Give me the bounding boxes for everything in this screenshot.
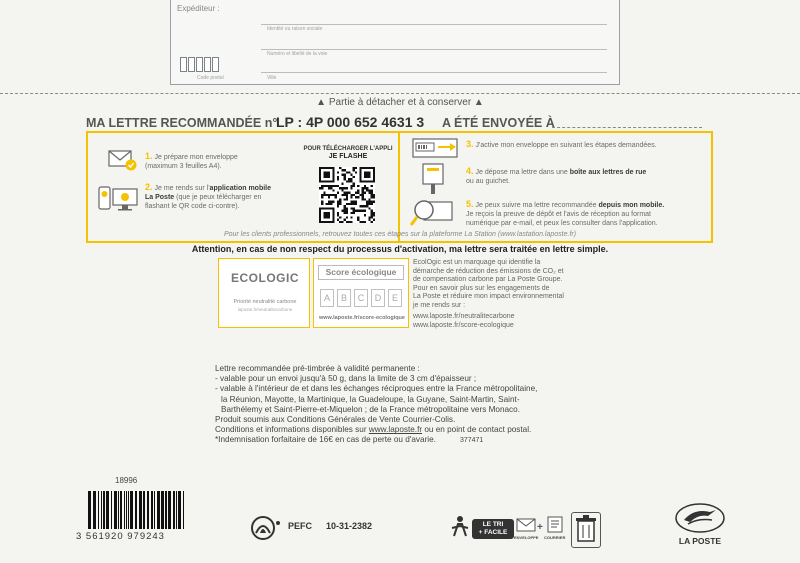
conditions-line: - valable pour un envoi jusqu'à 50 g, dans la limite de 3 cm d'épaisseur ; (215, 374, 477, 384)
sender-city-line (261, 72, 607, 73)
indemnity-code: 377471 (459, 437, 484, 445)
step-4-rest: ou au guichet. (466, 178, 510, 185)
eco-line: je me rends sur : (413, 301, 466, 309)
step-4-prefix: Je dépose ma lettre dans une (475, 169, 570, 176)
step-4 (466, 167, 706, 186)
tracking-title: MA LETTRE RECOMMANDÉE n° (86, 116, 278, 130)
step-4-bold: boîte aux lettres de rue (569, 169, 647, 176)
conditions-line: la Réunion, Mayotte, la Martinique, la Guadeloupe, la Guyane, Saint-Martin, Saint- (221, 394, 520, 404)
sender-box (170, 0, 620, 85)
ecologic-logo: ECOLOGIC (230, 271, 299, 285)
step-2 (145, 183, 295, 211)
step-3-number: 3. (466, 139, 474, 149)
step-3-text: J'active mon enveloppe en suivant les étapes demandées. (475, 142, 657, 149)
laposte-name: LA POSTE (678, 536, 722, 546)
score-box (313, 258, 409, 328)
score-letter-e: E (388, 289, 402, 307)
score-letter-d: D (371, 289, 385, 307)
conditions-text (215, 364, 595, 447)
city-hint: Ville (267, 75, 277, 81)
tri-mail-label: COURRIER (544, 535, 566, 540)
score-letter-a: A (320, 289, 334, 307)
conditions-text-post: ou en point de contact postal. (422, 425, 532, 435)
sender-identity-line (261, 24, 607, 25)
step-2-rest-1: (que je peux télécharger en (174, 194, 262, 201)
step-5-number: 5. (466, 199, 474, 209)
devices-icon (98, 185, 140, 220)
step-1-subtext: (maximum 3 feuilles A4). (145, 163, 222, 170)
step-2-number: 2. (145, 182, 153, 192)
tri-badge-line-2: + FACILE (478, 529, 508, 536)
eco-line: EcolOgic est un marquage qui identifie la (413, 259, 541, 266)
conditions-line (215, 435, 595, 446)
step-5-rest-1: Je reçois la preuve de dépôt et l'avis de réception au format (466, 211, 651, 218)
conditions-line (215, 425, 595, 435)
sent-to-line (552, 127, 702, 128)
tri-badge (472, 519, 514, 539)
eco-line: Pour en savoir plus sur les engagements de (413, 284, 550, 292)
sender-identity-hint: Identité ou raison sociale (267, 26, 323, 32)
laposte-bird-icon (670, 500, 730, 534)
tri-envelope-label: ENVELOPPE (514, 535, 539, 540)
postcode-cell (196, 57, 203, 72)
conditions-line: - valable à l'intérieur de et dans les échanges réciproques entre la France métropolitaine, (215, 384, 538, 394)
step-2-bold: application mobile (209, 185, 271, 192)
sender-street-line (261, 49, 607, 50)
step-5-prefix: Je peux suivre ma lettre recommandée (475, 202, 599, 209)
postcode-hint: Code postal (197, 75, 224, 81)
step-2-rest-2: flashant le QR code ci-contre). (145, 203, 240, 210)
postcode-cell (212, 57, 219, 72)
mailbox-icon (420, 162, 446, 201)
tri-envelope-icon (514, 516, 539, 542)
step-1-number: 1. (145, 151, 153, 161)
magnifier-icon (410, 198, 454, 233)
sender-street-hint: Numéro et libellé de la voie (267, 51, 328, 57)
eco-line: de compensation carbone par La Poste Groupe. (413, 276, 563, 284)
step-5-bold: depuis mon mobile. (598, 202, 665, 209)
recycling-bin-icon (571, 512, 601, 548)
eco-link-score[interactable]: www.laposte.fr/score-ecologique (413, 322, 514, 329)
step-2-prefix: Je me rends sur l' (154, 185, 210, 192)
score-letter-b: B (337, 289, 351, 307)
laposte-link[interactable]: www.laposte.fr (368, 425, 423, 435)
step-2-bold-2: La Poste (145, 194, 175, 201)
pefc-logo-icon (250, 515, 286, 546)
triman-icon (450, 514, 470, 543)
tri-plus: + (537, 522, 543, 533)
score-letter-c: C (354, 289, 368, 307)
qr-title: POUR TÉLÉCHARGER L'APPLI (303, 146, 393, 152)
step-1 (145, 152, 285, 171)
step-4-number: 4. (466, 166, 474, 176)
ecologic-box (218, 258, 310, 328)
activation-warning: Attention, en cas de non respect du processus d'activation, ma lettre sera traitée en lettre simple. (191, 244, 609, 254)
conditions-line: Produit soumis aux Conditions Générales de Vente Courrier-Colis. (215, 415, 456, 425)
barcode (86, 491, 186, 529)
detach-line (0, 93, 800, 94)
score-url: www.laposte.fr/score-ecologique (319, 315, 405, 321)
barcode-number: 3 561920 979243 (76, 531, 165, 542)
tri-mail-icon (545, 516, 565, 542)
eco-link-neutralite[interactable]: www.laposte.fr/neutralitecarbone (413, 313, 515, 320)
sent-to-label: A ÉTÉ ENVOYÉE À (442, 116, 555, 130)
eco-line: démarche de réduction des émissions de CO₂ et (413, 267, 564, 275)
conditions-line: Lettre recommandée pré-timbrée à validité permanente : (215, 364, 420, 373)
tri-badge-line-1: LE TRI (482, 521, 504, 528)
envelope-tracking-icon (412, 137, 458, 164)
conditions-text-pre: Conditions et informations disponibles sur (215, 425, 369, 435)
postcode-cell (204, 57, 211, 72)
step-5 (466, 200, 706, 228)
conditions-line: Barthélemy et Saint-Pierre-et-Miquelon ; de la France métropolitaine vers Monaco. (221, 404, 520, 414)
detach-text: ▲ Partie à détacher et à conserver ▲ (316, 97, 484, 108)
eco-description (413, 259, 623, 311)
ecologic-subtitle: Priorité neutralité carbone (233, 299, 297, 305)
qr-flash-label: JE FLASHE (328, 153, 368, 160)
step-1-text: Je prépare mon enveloppe (154, 154, 238, 161)
product-code: 18996 (115, 476, 138, 485)
postcode-cell (180, 57, 187, 72)
pefc-label: PEFC (288, 521, 313, 531)
indemnity-text: *Indemnisation forfaitaire de 16€ en cas de perte ou d'avarie. (215, 435, 436, 445)
sender-label: Expéditeur : (177, 4, 220, 13)
pefc-code: 10-31-2382 (326, 521, 373, 531)
qr-code[interactable] (319, 167, 375, 223)
postcode-cell (188, 57, 195, 72)
ecologic-url: laposte.fr/neutralitecarbone (237, 307, 293, 312)
envelope-icon (108, 148, 138, 177)
tracking-number: LP : 4P 000 652 4631 3 (276, 114, 425, 130)
eco-line: La Poste et réduire mon impact environnemental (413, 293, 564, 301)
step-3 (466, 140, 706, 150)
tracking-row (86, 114, 706, 132)
score-title: Score écologique (318, 265, 404, 280)
step-5-rest-2: numérique par e-mail, et peux les consulter dans l'application. (466, 220, 658, 227)
pro-note: Pour les clients professionnels, retrouvez toutes ces étapes sur la plateforme La Station (www.lastation.laposte.fr) (223, 231, 577, 238)
